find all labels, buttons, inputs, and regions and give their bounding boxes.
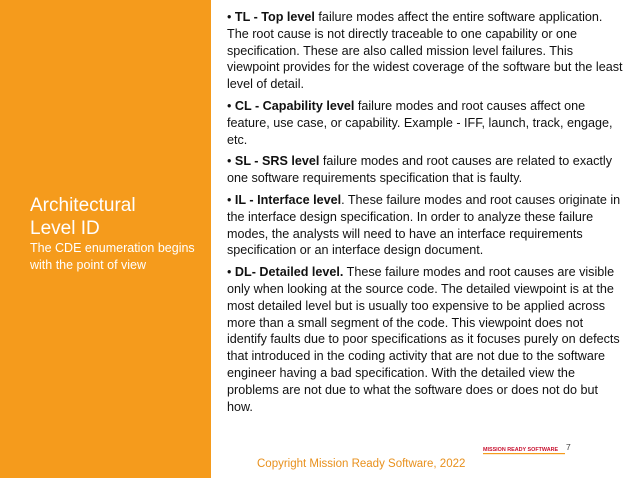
bullet-detailed-level xyxy=(227,264,625,415)
logo-text: MISSION READY SOFTWARE xyxy=(483,447,559,453)
bullet-text: failure modes affect the entire software application. The root cause is not directly traceable to one capability or one specification. These are also called mission level failures. This viewpoint provides for the widest coverage of the software but the least level of detail. xyxy=(227,10,623,92)
bullet-label: DL- Detailed level. xyxy=(234,265,344,280)
slide-subtitle: The CDE enumeration begins with the point of view xyxy=(30,241,195,272)
bullet-top-level xyxy=(227,9,625,93)
bullet-mark: • xyxy=(227,98,232,113)
copyright-footer: Copyright Mission Ready Software, 2022 xyxy=(257,458,466,470)
bullet-mark: • xyxy=(227,265,232,280)
slide-title xyxy=(30,194,205,240)
bullet-label: TL - Top level xyxy=(234,10,315,24)
bullet-mark: • xyxy=(227,10,232,24)
bullet-text: . These failure modes and root causes originate in the interface design specification. In order to analyze these failure modes, the analysts will need to have an interface requirements specification or an interface design document. xyxy=(227,192,621,258)
bullet-label: CL - Capability level xyxy=(234,98,355,113)
logo-swoosh xyxy=(483,453,565,454)
mission-ready-logo xyxy=(483,444,565,456)
slide-title-line-1: Architectural xyxy=(30,195,136,216)
slide-body xyxy=(227,9,625,420)
bullet-capability-level xyxy=(227,98,625,148)
bullet-interface-level xyxy=(227,192,625,259)
slide-title-line-2: Level ID xyxy=(30,218,100,239)
bullet-text: failure modes and root causes are related to exactly one software requirements specification that is faulty. xyxy=(227,154,613,186)
bullet-srs-level xyxy=(227,153,625,187)
bullet-label: IL - Interface level xyxy=(234,192,342,207)
bullet-text: failure modes and root causes affect one feature, use case, or capability. Example - IFF, launch, track, engage, etc. xyxy=(227,98,613,147)
bullet-mark: • xyxy=(227,192,232,207)
bullet-label: SL - SRS level xyxy=(234,154,320,169)
page-number: 7 xyxy=(566,442,571,452)
bullet-text: These failure modes and root causes are visible only when looking at the source code. The detailed viewpoint is at the most detailed level but is usually too expensive to be applied across more than a small segment of the code. This viewpoint does not identify faults due to poor specifications as it focuses purely on defects that introduced in the coding activity that are not due to the software engineer having a bad specification. With the detailed view the problems are not due to what the software does or does not do but how. xyxy=(227,265,620,414)
bullet-mark: • xyxy=(227,154,232,169)
orange-sidebar xyxy=(0,0,211,478)
